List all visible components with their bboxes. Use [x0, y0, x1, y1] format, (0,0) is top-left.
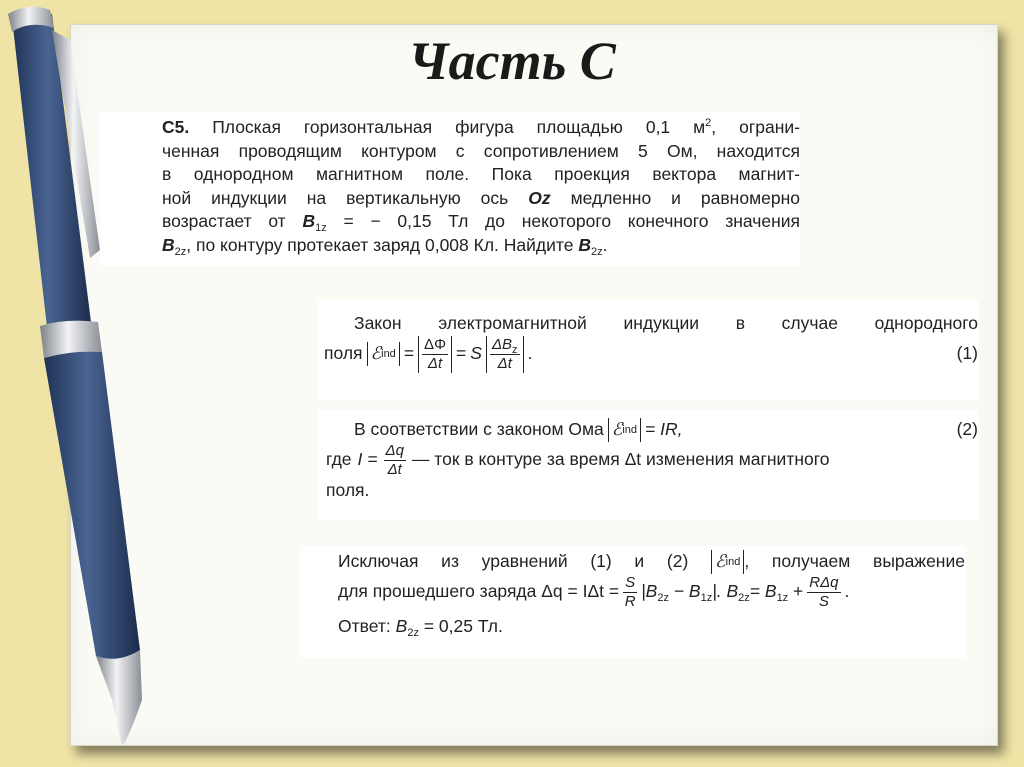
current-symbol: I =: [357, 449, 378, 470]
subscript: 1z: [315, 222, 327, 234]
solution-block: [300, 546, 965, 658]
task-line-1: [162, 116, 800, 140]
numerator: Δq: [385, 441, 404, 459]
page-title: Часть С: [408, 31, 616, 91]
pen-barrel: [44, 352, 140, 659]
law-text: поля: [324, 343, 363, 364]
symbol-b: B: [578, 234, 591, 255]
solution-line-1: [338, 550, 965, 574]
subscript: 2z: [590, 245, 603, 258]
emf-symbol: ℰ: [715, 551, 726, 571]
fraction: [422, 336, 448, 373]
emf-symbol: ℰ: [370, 343, 382, 364]
solution-text: , получаем выражение: [744, 551, 965, 571]
denominator: Δt: [427, 354, 443, 372]
plus: +: [788, 581, 804, 602]
numerator: ΔΦ: [424, 335, 447, 353]
subscript: 2z: [407, 626, 419, 639]
task-text: ной индукции на вертикальную ось: [162, 187, 509, 208]
law-formula: [324, 336, 532, 373]
denominator: Δt: [497, 354, 512, 372]
ohm-text: где: [326, 449, 352, 470]
ohm-line-2: [326, 442, 978, 479]
equation-number: (2): [956, 419, 978, 439]
induction-law-block: [318, 300, 978, 400]
subscript: 1z: [776, 592, 789, 605]
task-line-2: ченная проводящим контуром с сопротивлением 5 Ом, находится: [162, 140, 800, 161]
denominator: R: [624, 592, 636, 610]
denominator: S: [818, 592, 829, 610]
fraction: [384, 442, 406, 479]
task-text: возрастает от: [162, 211, 286, 231]
solution-text: Исключая из уравнений (1) и (2): [338, 551, 689, 571]
fraction: [490, 336, 520, 373]
emf-abs: ℰ ind: [711, 550, 744, 574]
ohm-text: — ток в контуре за время Δt изменения магнитного: [411, 449, 830, 470]
numerator: RΔq: [809, 573, 839, 591]
period: .: [844, 581, 850, 602]
fraction: [623, 574, 637, 611]
subscript: 2z: [738, 592, 750, 605]
ohm-text: = IR,: [645, 419, 683, 439]
numerator: S: [625, 573, 636, 591]
ohm-line-1: [326, 418, 978, 442]
law-line-1: Закон электромагнитной индукции в случае однородного: [354, 313, 978, 333]
task-label: С5.: [162, 117, 190, 137]
pen-cap: [8, 7, 100, 338]
task-line-6: [162, 234, 800, 258]
pen-tip: [96, 650, 142, 746]
field-abs: [486, 336, 524, 373]
symbol-b: B: [395, 615, 408, 636]
equals: =: [456, 343, 467, 364]
emf-symbol: ℰ: [611, 419, 623, 439]
task-text: .: [602, 234, 608, 255]
pen-illustration: [0, 0, 180, 767]
denominator: Δt: [387, 460, 402, 478]
task-text: , ограни-: [711, 117, 800, 137]
law-formula-row: [324, 336, 978, 373]
task-text: = − 0,15 Тл до некоторого конечного значения: [343, 211, 800, 231]
equals: =: [403, 343, 415, 364]
task-line-3: в однородном магнитном поле. Пока проекция вектора магнит-: [162, 164, 800, 184]
answer-label: Ответ:: [338, 615, 391, 636]
symbol-b: = B: [749, 581, 777, 602]
solution-line-2: [338, 574, 965, 611]
solution-text: для прошедшего заряда Δq = IΔt =: [338, 581, 620, 602]
superscript: 2: [705, 117, 712, 129]
subscript: 1z: [700, 592, 713, 605]
symbol-b: B: [302, 211, 316, 231]
subscript: z: [512, 343, 518, 356]
symbol-b: − B: [668, 581, 701, 602]
symbol-b: |. B: [712, 581, 739, 602]
task-block: [100, 112, 800, 266]
ohm-formula: [354, 418, 683, 442]
symbol-b: |B: [641, 581, 658, 602]
flux-abs: [418, 336, 452, 373]
subscript: 2z: [657, 592, 669, 605]
task-text: , по контуру протекает заряд 0,008 Кл. Найдите: [186, 234, 574, 255]
ohm-line-3: поля.: [326, 479, 370, 500]
area-symbol: S: [470, 343, 482, 364]
task-line-5: [162, 210, 800, 234]
task-text: Плоская горизонтальная фигура площадью 0,1 м: [212, 117, 706, 137]
answer-value: = 0,25 Тл.: [423, 615, 503, 636]
ohm-text: В соответствии с законом Ома: [354, 419, 604, 439]
delta-b: ΔB: [491, 335, 513, 353]
task-text: медленно и равномерно: [570, 187, 800, 208]
symbol-b: B: [162, 234, 175, 255]
axis-symbol: Oz: [528, 187, 551, 208]
numerator: [490, 336, 520, 355]
solution-formula: [641, 580, 803, 604]
period: .: [527, 343, 533, 364]
emf-abs: ℰ ind: [608, 418, 641, 442]
task-line-4: [162, 187, 800, 211]
equation-number: (1): [956, 343, 978, 364]
subscript: 2z: [174, 245, 187, 258]
emf-abs: ℰ ind: [367, 342, 400, 366]
answer-line: [338, 615, 965, 639]
ohm-law-block: [318, 410, 978, 520]
fraction: [807, 574, 840, 611]
